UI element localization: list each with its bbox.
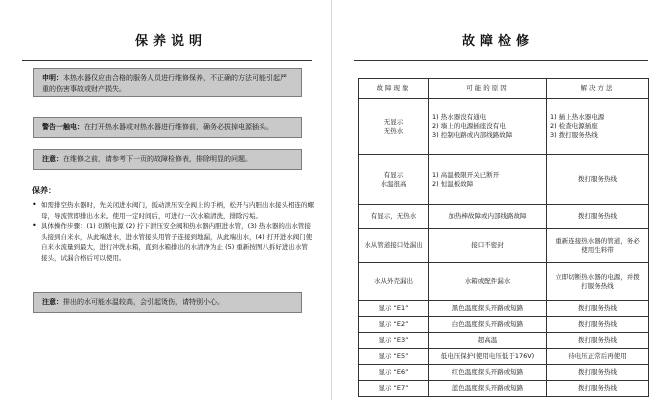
maintenance-step: • 具体操作步骤：(1) 切断电源 (2) 拧下泄压安全阀和热水器内胆进水管，(3) 热水器的出水管接头接到自来水，从此端进水，进水管接头用管子连接到地漏，从此端出水，(4) 打开进水阀门使自来水流量到最大，进行冲洗水箱，直到水箱排出的水清净为止 (5) 重新按图八拆好进出水管接头，试漏合格后可以使用。 — [32, 221, 314, 263]
notice-box — [33, 149, 302, 170]
cause-cell: 低电压保护(使用电压低于176V) — [429, 349, 547, 365]
maintenance-title: 保养说明 — [134, 34, 207, 49]
table-row — [359, 349, 649, 365]
symptom-cell: 水从管道接口处漏出 — [359, 229, 429, 263]
solution-cell: 立即切断热水器的电源，并拨 打服务热线 — [547, 263, 649, 301]
bottom-notice-text: 排出的水可能水温较高，会引起烫伤，请特别小心。 — [63, 298, 224, 306]
title-rule — [22, 60, 312, 61]
solution-cell: 拨打服务热线 — [547, 333, 649, 349]
solution-cell: 拨打服务热线 — [547, 365, 649, 381]
cause-cell: 1) 高温极限开关已断开 2) 恒温板故障 — [429, 155, 547, 205]
cause-cell: 红色温度探头开路或短路 — [429, 365, 547, 381]
table-row — [359, 205, 649, 229]
solution-cell: 1) 插上热水器电源 2) 检查电源插座 3) 拨打服务热线 — [547, 99, 649, 155]
title-rule — [354, 60, 648, 61]
solution-cell: 待电压正常后再使用 — [547, 349, 649, 365]
table-row — [359, 317, 649, 333]
caution-text: 本热水器仅应由合格的服务人员进行维修保养，不正确的方法可能引起严重的伤害事故或财产损失。 — [42, 74, 287, 93]
solution-cell: 拨打服务热线 — [547, 155, 649, 205]
symptom-cell: 显示 “E2” — [359, 317, 429, 333]
cause-cell: 黑色温度探头开路或短路 — [429, 301, 547, 317]
maintenance-page — [0, 0, 330, 400]
troubleshooting-page — [334, 0, 662, 400]
warning-text: 在打开热水器或对热水器进行维修前，确务必拔掉电源插头。 — [84, 123, 273, 131]
caution-label: 申明： — [42, 74, 63, 82]
caution-box — [33, 68, 302, 97]
solution-cell: 拨打服务热线 — [547, 301, 649, 317]
troubleshooting-title: 故障检修 — [461, 34, 534, 49]
symptom-cell: 显示 “E5” — [359, 349, 429, 365]
maintenance-steps — [32, 200, 314, 263]
header-cause: 可能的原因 — [429, 79, 547, 99]
symptom-cell: 显示 “E3” — [359, 333, 429, 349]
table-row — [359, 99, 649, 155]
table-row — [359, 333, 649, 349]
notice-text: 在维修之前，请参考下一页的故障检修表，排除明显的问题。 — [63, 155, 252, 163]
bottom-notice-label: 注意： — [42, 298, 63, 306]
solution-cell: 拨打服务热线 — [547, 205, 649, 229]
solution-cell: 拨打服务热线 — [547, 381, 649, 397]
table-row — [359, 263, 649, 301]
header-solution: 解决方法 — [547, 79, 649, 99]
header-symptom: 故障现象 — [359, 79, 429, 99]
cause-cell: 蓝色温度探头开路或短路 — [429, 381, 547, 397]
table-row — [359, 365, 649, 381]
cause-cell: 白色温度探头开路或短路 — [429, 317, 547, 333]
table-row — [359, 229, 649, 263]
fault-table — [358, 78, 649, 397]
solution-cell: 重新连接热水器的管道，务必 使用生料带 — [547, 229, 649, 263]
warning-label: 警告一触电： — [42, 123, 84, 131]
symptom-cell: 有显示 水温很高 — [359, 155, 429, 205]
maintenance-step: • 如需排空热水器时，先关闭进水阀门，扳动泄压安全阀上的手柄，松开与内胆出水接头相连的螺母，导流管即排出水来。使用一定时间后，可进行一次水箱清洗，排除污垢。 — [32, 200, 314, 221]
symptom-cell: 水从外壳漏出 — [359, 263, 429, 301]
cause-cell: 1) 热水器没有通电 2) 墙上的电源插座没有电 3) 控制电路或内部线路故障 — [429, 99, 547, 155]
cause-cell: 加热棒故障或内部线路故障 — [429, 205, 547, 229]
solution-cell: 拨打服务热线 — [547, 317, 649, 333]
symptom-cell: 显示 “E6” — [359, 365, 429, 381]
table-row — [359, 155, 649, 205]
maintenance-heading: 保养： — [32, 186, 56, 195]
notice-label: 注意： — [42, 155, 63, 163]
symptom-cell: 显示 “E7” — [359, 381, 429, 397]
page-divider — [331, 0, 332, 400]
symptom-cell: 无显示 无热水 — [359, 99, 429, 155]
cause-cell: 超高温 — [429, 333, 547, 349]
bottom-notice-box — [33, 292, 302, 313]
table-row — [359, 381, 649, 397]
symptom-cell: 显示 “E1” — [359, 301, 429, 317]
cause-cell: 水箱或配件漏水 — [429, 263, 547, 301]
warning-box — [33, 117, 302, 138]
symptom-cell: 有显示，无热水 — [359, 205, 429, 229]
table-row — [359, 301, 649, 317]
cause-cell: 接口不密封 — [429, 229, 547, 263]
table-header-row — [359, 79, 649, 99]
